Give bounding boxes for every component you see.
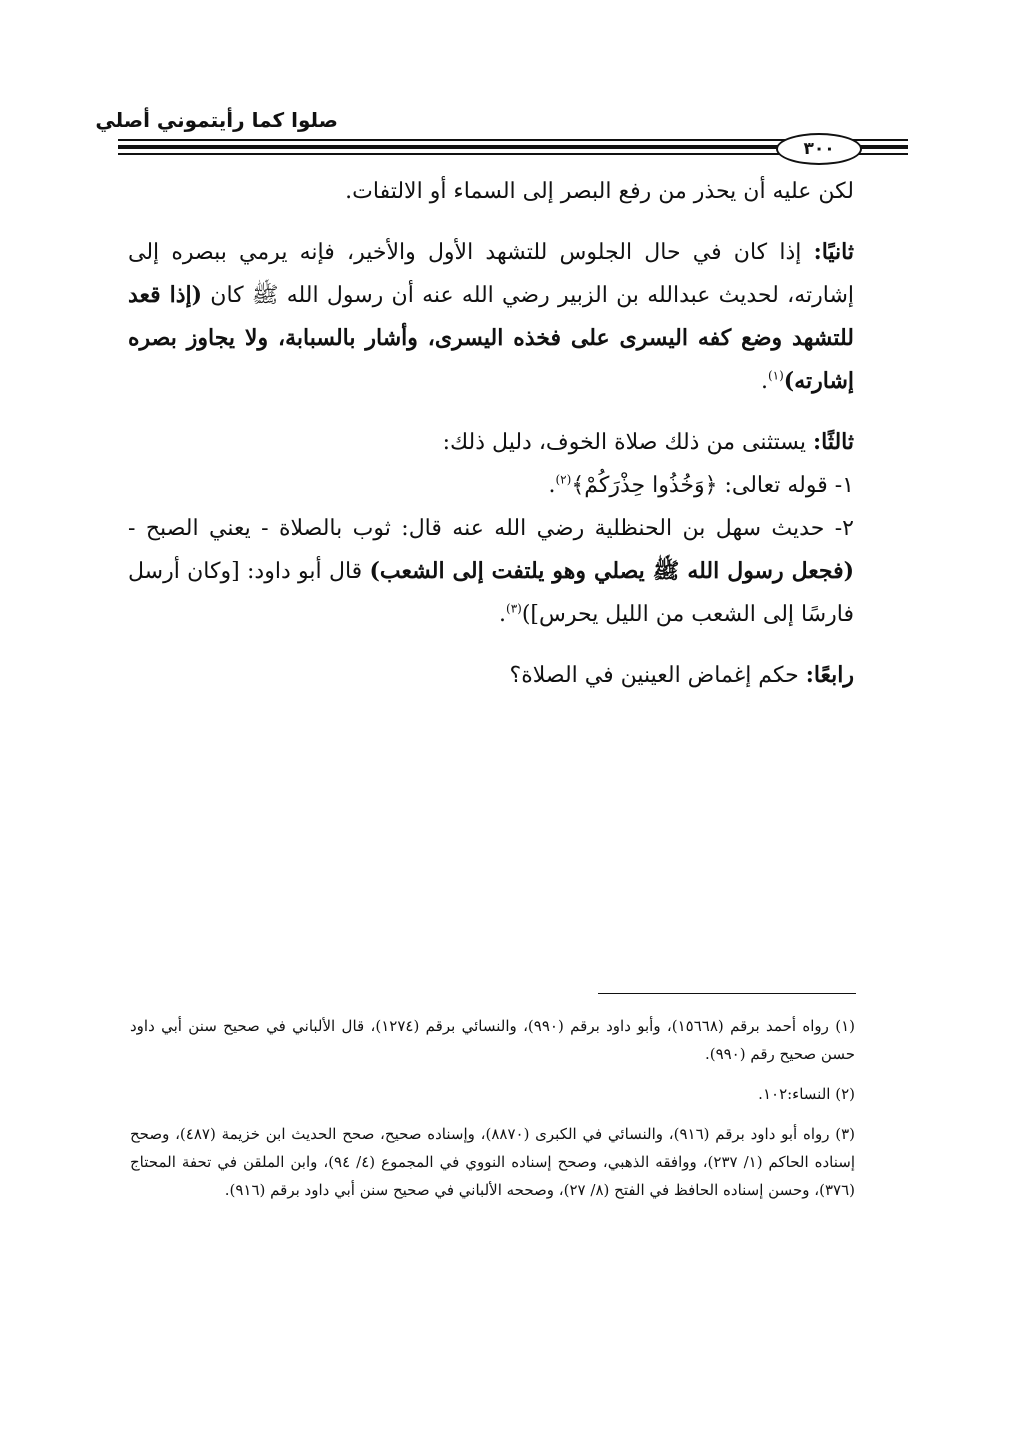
paragraph-5 bbox=[128, 507, 854, 636]
paragraph-5-text: ٢- حديث سهل بن الحنظلية رضي الله عنه قال: ثوب بالصلاة - يعني الصبح - bbox=[128, 516, 854, 541]
footnote-ref-2[interactable]: (٢) bbox=[555, 472, 572, 487]
quran-citation: ١- قوله تعالى: ﴿وَخُذُوا حِذْرَكُمْ﴾ bbox=[571, 473, 854, 498]
footnote-2: (٢) النساء:١٠٢. bbox=[758, 1085, 855, 1103]
paragraph-1: لكن عليه أن يحذر من رفع البصر إلى السماء أو الالتفات. bbox=[345, 179, 854, 204]
page-number-badge: ٣٠٠ bbox=[776, 133, 862, 165]
hadith-quote-1: (إذا قعد للتشهد وضع كفه اليسرى على فخذه اليسرى، وأشار بالسبابة، ولا يجاوز بصره إشارته) bbox=[128, 282, 854, 394]
paragraph-4 bbox=[128, 464, 854, 507]
point-label-third: ثالثًا: bbox=[813, 429, 854, 455]
paragraph-5-text-b: قال أبو داود: [وكان أرسل فارسًا إلى الشعب من الليل يحرس]) bbox=[128, 559, 854, 627]
paragraph-3-text: يستثنى من ذلك صلاة الخوف، دليل ذلك: bbox=[442, 430, 813, 455]
point-label-second: ثانيًا: bbox=[813, 239, 854, 265]
paragraph-2-end: . bbox=[760, 369, 768, 394]
paragraph-4-end: . bbox=[548, 473, 556, 498]
running-header-title: صلوا كما رأيتموني أصلي bbox=[95, 108, 338, 132]
footnotes bbox=[130, 1012, 855, 1216]
footnote-ref-1[interactable]: (١) bbox=[767, 368, 784, 383]
paragraph-6-text: حكم إغماض العينين في الصلاة؟ bbox=[509, 663, 806, 688]
paragraph-2 bbox=[128, 231, 854, 403]
point-label-fourth: رابعًا: bbox=[805, 662, 854, 688]
paragraph-2-text: إذا كان في حال الجلوس للتشهد الأول والأخير، فإنه يرمي ببصره إلى إشارته، لحديث عبدالله بن الزبير رضي الله عنه أن رسول الله ﷺ كان bbox=[128, 240, 854, 308]
footnote-separator bbox=[598, 993, 856, 994]
paragraph-5-end: . bbox=[499, 602, 506, 627]
footnote-ref-3[interactable]: (٣) bbox=[506, 601, 522, 616]
main-text bbox=[128, 170, 854, 697]
footnote-3: (٣) رواه أبو داود برقم (٩١٦)، والنسائي في الكبرى (٨٨٧٠)، وإسناده صحيح، صحح الحديث ابن خزيمة (٤٨٧)، وصحح إسناده الحاكم (١/ ٢٣٧)، ووافقه الذهبي، وصحح إسناده النووي في المجموع (٤/ ٩٤)، وابن الملقن في تحفة المحتاج (٣٧٦)، وحسن إسناده الحافظ في الفتح (٨/ ٢٧)، وصححه الألباني في صحيح سنن أبي داود برقم (٩١٦). bbox=[130, 1125, 856, 1199]
paragraph-6 bbox=[128, 654, 854, 697]
hadith-quote-2: (فجعل رسول الله ﷺ يصلي وهو يلتفت إلى الشعب) bbox=[369, 558, 854, 584]
footnote-1: (١) رواه أحمد برقم (١٥٦٦٨)، وأبو داود برقم (٩٩٠)، والنسائي برقم (١٢٧٤)، قال الألباني في صحيح سنن أبي داود حسن صحيح رقم (٩٩٠). bbox=[130, 1017, 856, 1063]
paragraph-3 bbox=[128, 421, 854, 464]
